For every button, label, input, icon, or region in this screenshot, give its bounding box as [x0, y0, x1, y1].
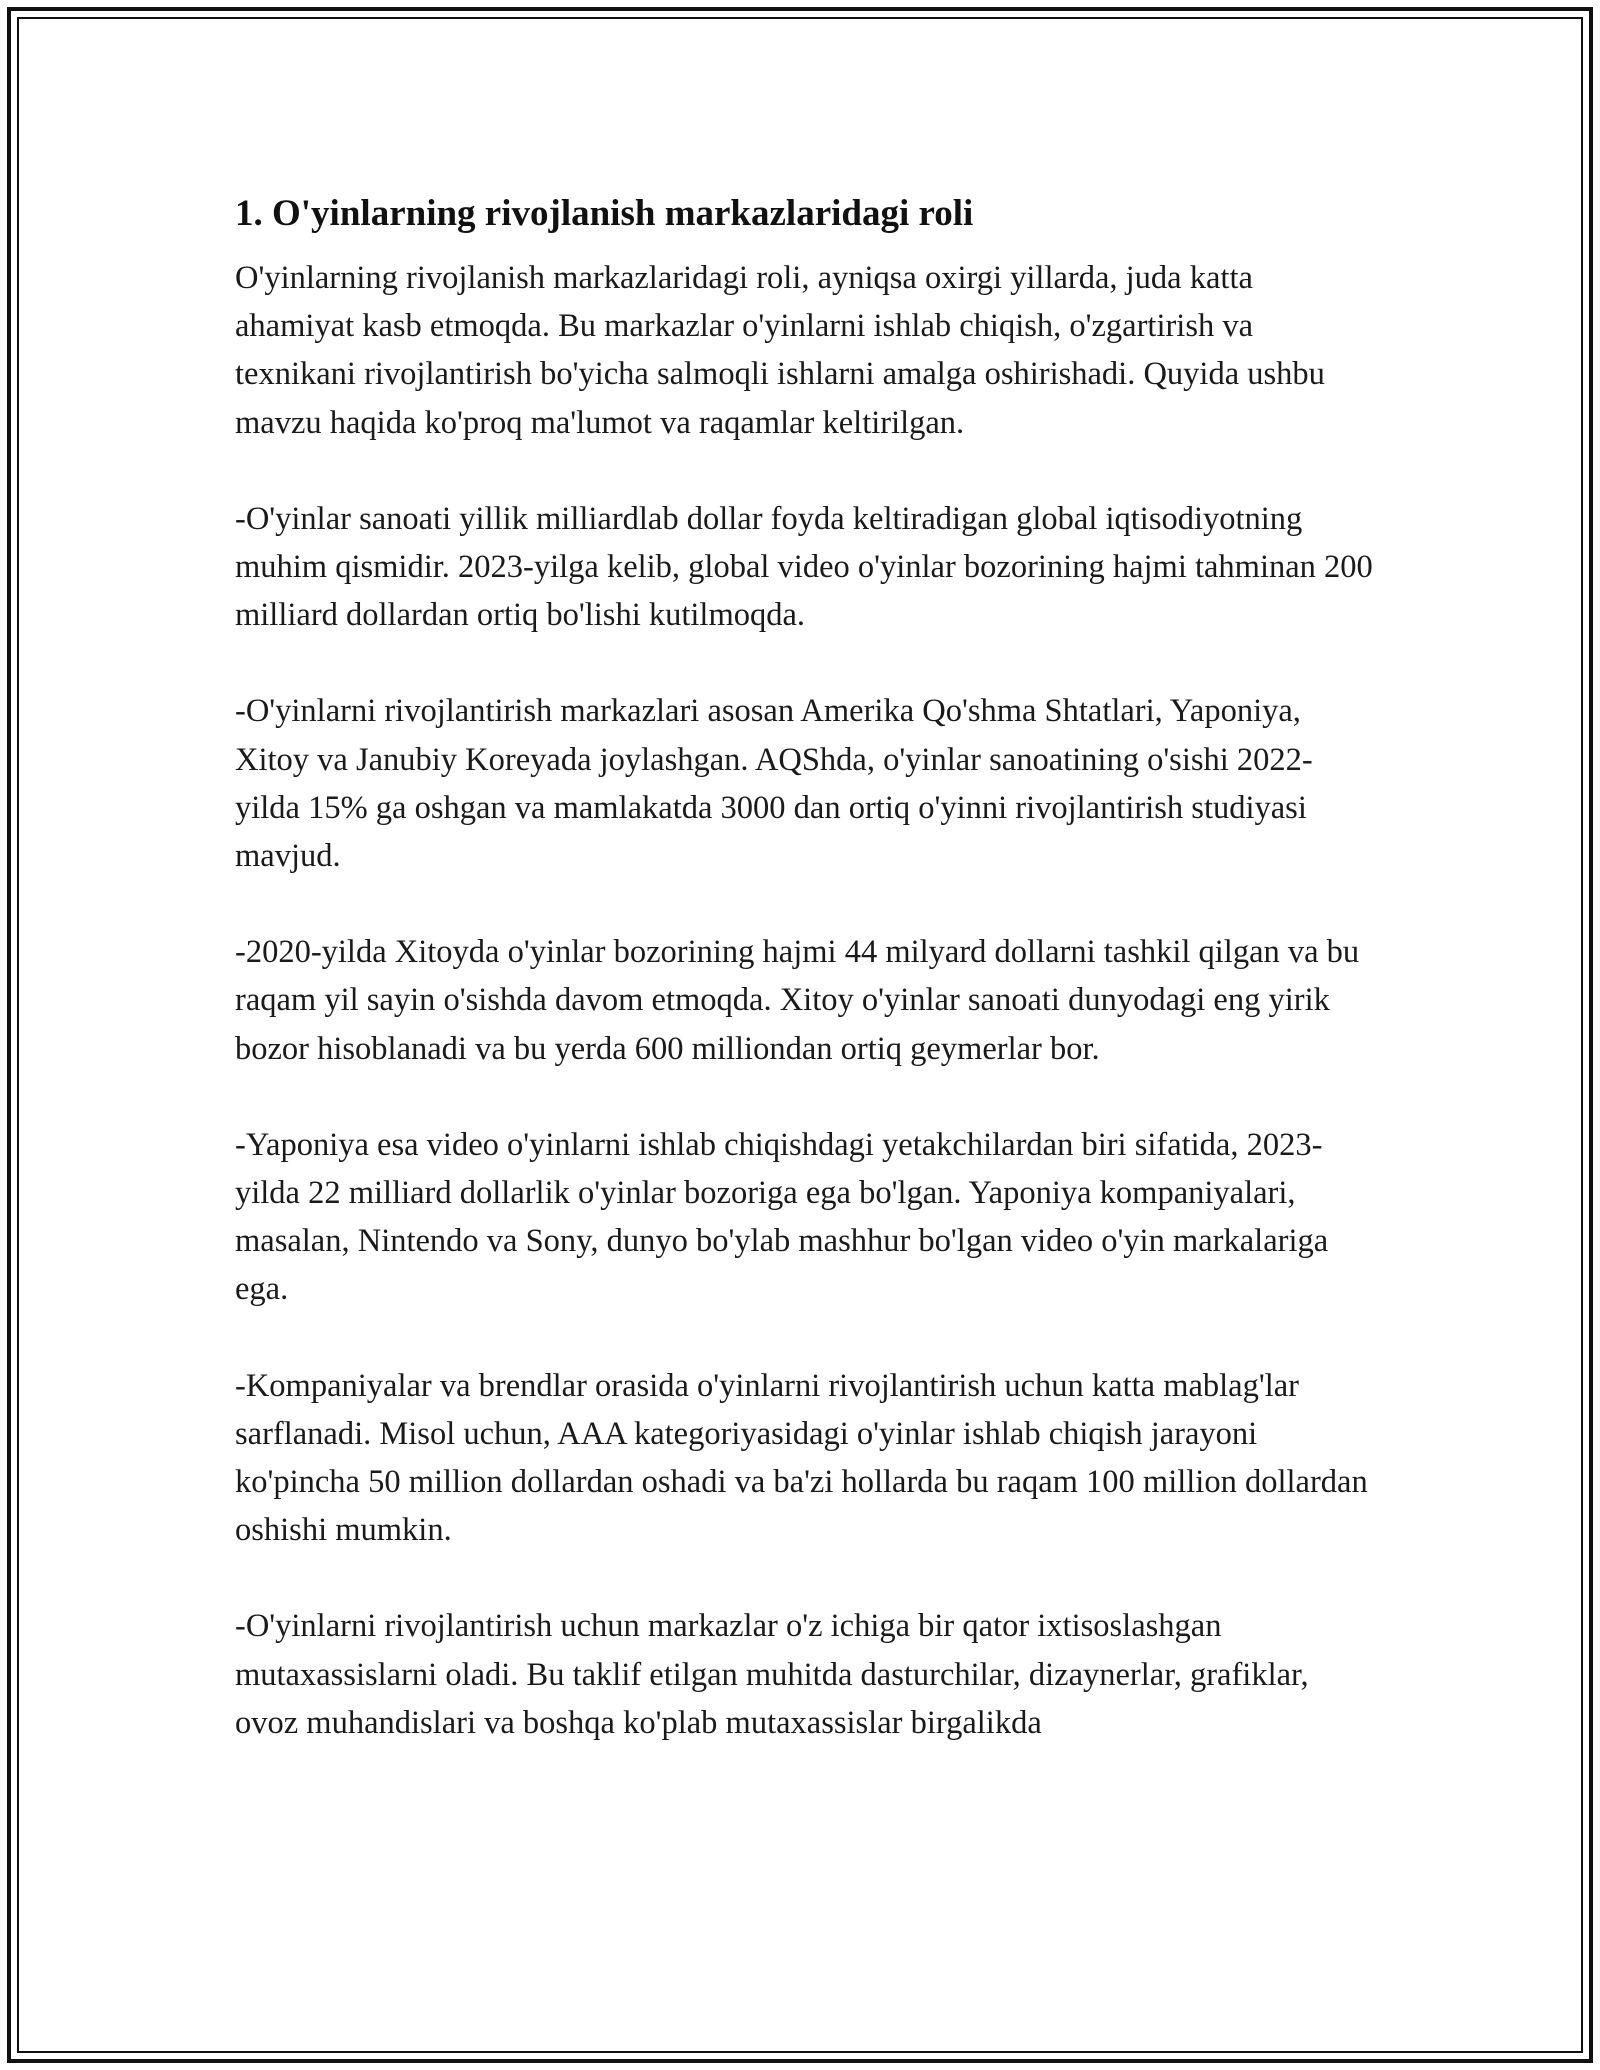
paragraph-usa: -O'yinlarni rivojlantirish markazlari asosan Amerika Qo'shma Shtatlari, Yaponiya, Xitoy va Janubiy Koreyada joylashgan. AQShda, o'yinlar sanoatining o'sishi 2022-yilda 15% ga oshgan va mamlakatda 3000 dan ortiq o'yinni rivojlantirish studiyasi mavjud.: [235, 693, 1313, 875]
paragraph-china: -2020-yilda Xitoyda o'yinlar bozorining hajmi 44 milyard dollarni tashkil qilgan va bu raqam yil sayin o'sishda davom etmoqda. Xitoy o'yinlar sanoati dunyodagi eng yirik bozor hisoblanadi va bu yerda 600 milliondan ortiq geymerlar bor.: [235, 934, 1360, 1067]
document-body: [235, 186, 1375, 1795]
paragraph-global-market: -O'yinlar sanoati yillik milliardlab dollar foyda keltiradigan global iqtisodiyotning muhim qismidir. 2023-yilga kelib, global video o'yinlar bozorining hajmi tahminan 200 milliard dollardan ortiq bo'lishi kutilmoqda.: [235, 500, 1373, 634]
paragraph-specialists: -O'yinlarni rivojlantirish uchun markazlar o'z ichiga bir qator ixtisoslashgan mutaxassislarni oladi. Bu taklif etilgan muhitda dasturchilar, dizaynerlar, grafiklar, ovoz muhandislari va boshqa ko'plab mutaxassislar birgalikda: [235, 1608, 1309, 1741]
section-heading: 1. O'yinlarning rivojlanish markazlaridagi roli: [235, 193, 974, 234]
paragraph-japan: -Yaponiya esa video o'yinlarni ishlab chiqishdagi yetakchilardan biri sifatida, 2023-yilda 22 milliard dollarlik o'yinlar bozoriga ega bo'lgan. Yaponiya kompaniyalari, masalan, Nintendo va Sony, dunyo bo'ylab mashhur bo'lgan video o'yin markalariga ega.: [235, 1126, 1329, 1308]
paragraph-intro: O'yinlarning rivojlanish markazlaridagi roli, ayniqsa oxirgi yillarda, juda katta ahamiyat kasb etmoqda. Bu markazlar o'yinlarni ishlab chiqish, o'zgartirish va texnikani rivojlantirish bo'yicha salmoqli ishlarni amalga oshirishadi. Quyida ushbu mavzu haqida ko'proq ma'lumot va raqamlar keltirilgan.: [235, 260, 1325, 441]
paragraph-budgets: -Kompaniyalar va brendlar orasida o'yinlarni rivojlantirish uchun katta mablag'lar sarflanadi. Misol uchun, AAA kategoriyasidagi o'yinlar ishlab chiqish jarayoni ko'pincha 50 million dollardan oshadi va ba'zi hollarda bu raqam 100 million dollardan oshishi mumkin.: [235, 1367, 1368, 1549]
